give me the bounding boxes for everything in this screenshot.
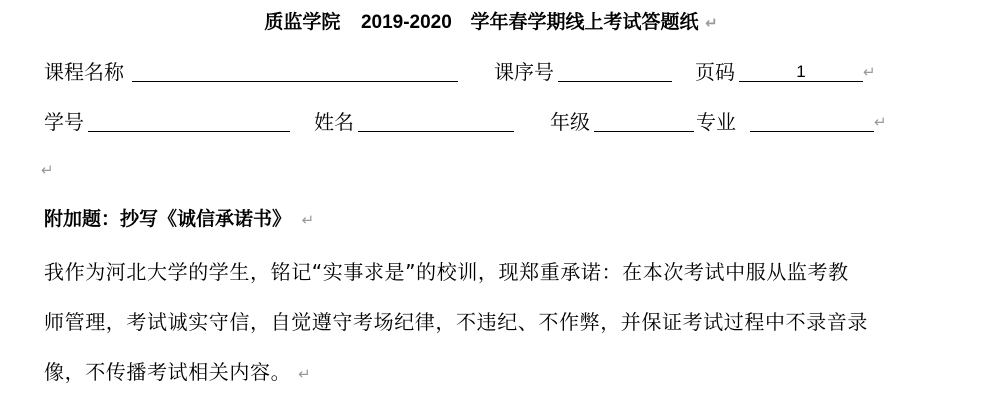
name-label: 姓名 <box>314 110 354 134</box>
paragraph-mark-icon: ↵ <box>298 365 312 383</box>
course-number-label: 课序号 <box>494 60 554 84</box>
paragraph-mark-icon: ↵ <box>874 113 887 131</box>
grade-field[interactable] <box>594 107 694 132</box>
pledge-line: 我作为河北大学的学生，铭记“实事求是”的校训，现郑重承诺：在本次考试中服从监考教 <box>44 260 849 284</box>
paragraph-mark-icon: ↵ <box>705 14 718 32</box>
course-name-field[interactable] <box>132 57 458 82</box>
pledge-line: 师管理，考试诚实守信，自觉遵守考场纪律，不违纪、不作弊，并保证考试过程中不录音录 <box>44 310 868 334</box>
page-label: 页码 <box>695 60 735 84</box>
paragraph-mark-icon: ↵ <box>41 161 54 179</box>
form-row-course <box>44 57 944 87</box>
form-row-student <box>44 107 944 137</box>
student-id-field[interactable] <box>88 107 290 132</box>
pledge-line-text: 像，不传播考试相关内容。 <box>44 360 292 384</box>
pledge-line-last <box>44 357 311 389</box>
course-number-field[interactable] <box>558 57 672 82</box>
pledge-heading <box>44 204 314 235</box>
name-field[interactable] <box>358 107 514 132</box>
title-suffix: 学年春学期线上考试答题纸 <box>470 11 699 33</box>
major-field[interactable] <box>750 107 874 132</box>
title-prefix: 质监学院 <box>264 11 341 33</box>
page-number-field[interactable]: 1 <box>739 57 863 82</box>
course-name-label: 课程名称 <box>44 60 124 84</box>
grade-label: 年级 <box>550 110 590 134</box>
major-label: 专业 <box>696 110 736 134</box>
paragraph-mark-icon: ↵ <box>301 211 315 229</box>
pledge-heading-text: 附加题：抄写《诚信承诺书》 <box>44 208 292 230</box>
title-year: 2019-2020 <box>360 12 452 33</box>
student-id-label: 学号 <box>44 110 84 134</box>
paragraph-mark-icon: ↵ <box>863 63 876 81</box>
page-title <box>0 8 982 38</box>
